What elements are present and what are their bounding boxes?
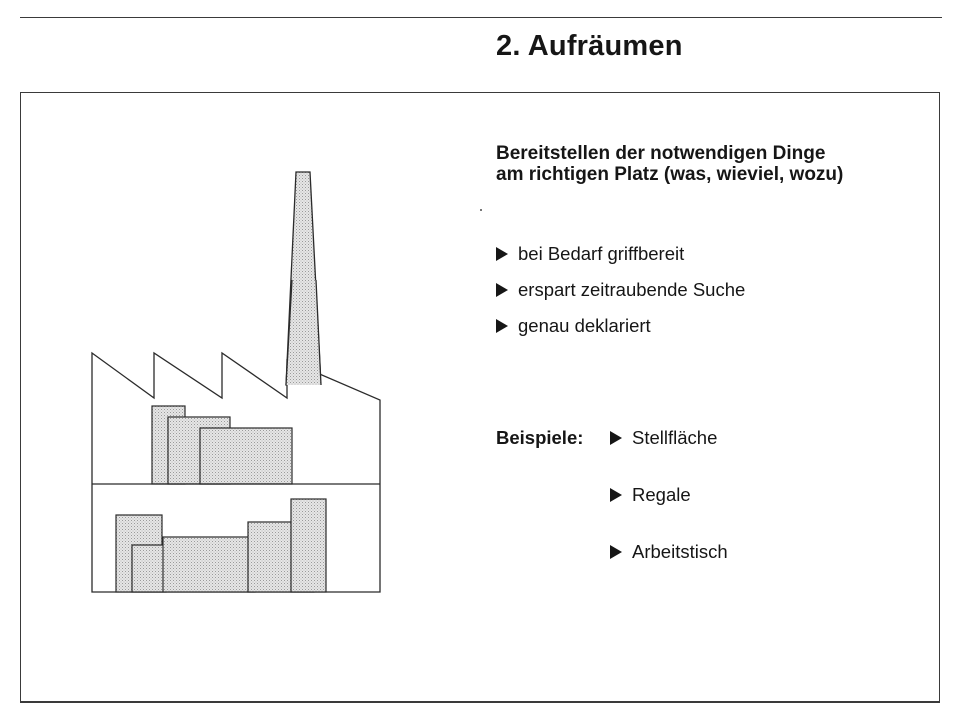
lower-box-3 [163,537,255,592]
lower-box-5 [291,499,326,592]
section-heading [496,143,843,185]
example-item [610,427,728,449]
heading-line-1: Bereitstellen der notwendigen Dinge [496,143,826,164]
right-triangle-icon [610,431,622,445]
heading-line-2: am richtigen Platz (was, wieviel, wozu) [496,164,844,185]
example-item-label: Arbeitstisch [632,541,728,562]
upper-box-3 [200,428,292,484]
bottom-divider [20,702,940,703]
right-triangle-icon [496,319,508,333]
list-item-label: bei Bedarf griffbereit [518,243,685,264]
examples-label: Beispiele: [496,427,584,448]
examples-list [610,427,728,598]
speck [480,209,482,211]
right-triangle-icon [610,545,622,559]
example-item-label: Regale [632,484,691,505]
right-triangle-icon [496,247,508,261]
page-title: 2. Aufräumen [496,30,683,62]
list-item-label: genau deklariert [518,315,651,336]
example-item-label: Stellfläche [632,427,718,448]
right-triangle-icon [496,283,508,297]
top-divider [20,17,942,18]
lower-box-2 [132,545,166,592]
list-item [496,243,745,265]
right-triangle-icon [610,488,622,502]
factory-icon [80,160,400,610]
list-item-label: erspart zeitraubende Suche [518,279,746,300]
example-item [610,541,728,563]
list-item [496,279,745,301]
benefit-list [496,243,745,351]
list-item [496,315,745,337]
example-item [610,484,728,506]
